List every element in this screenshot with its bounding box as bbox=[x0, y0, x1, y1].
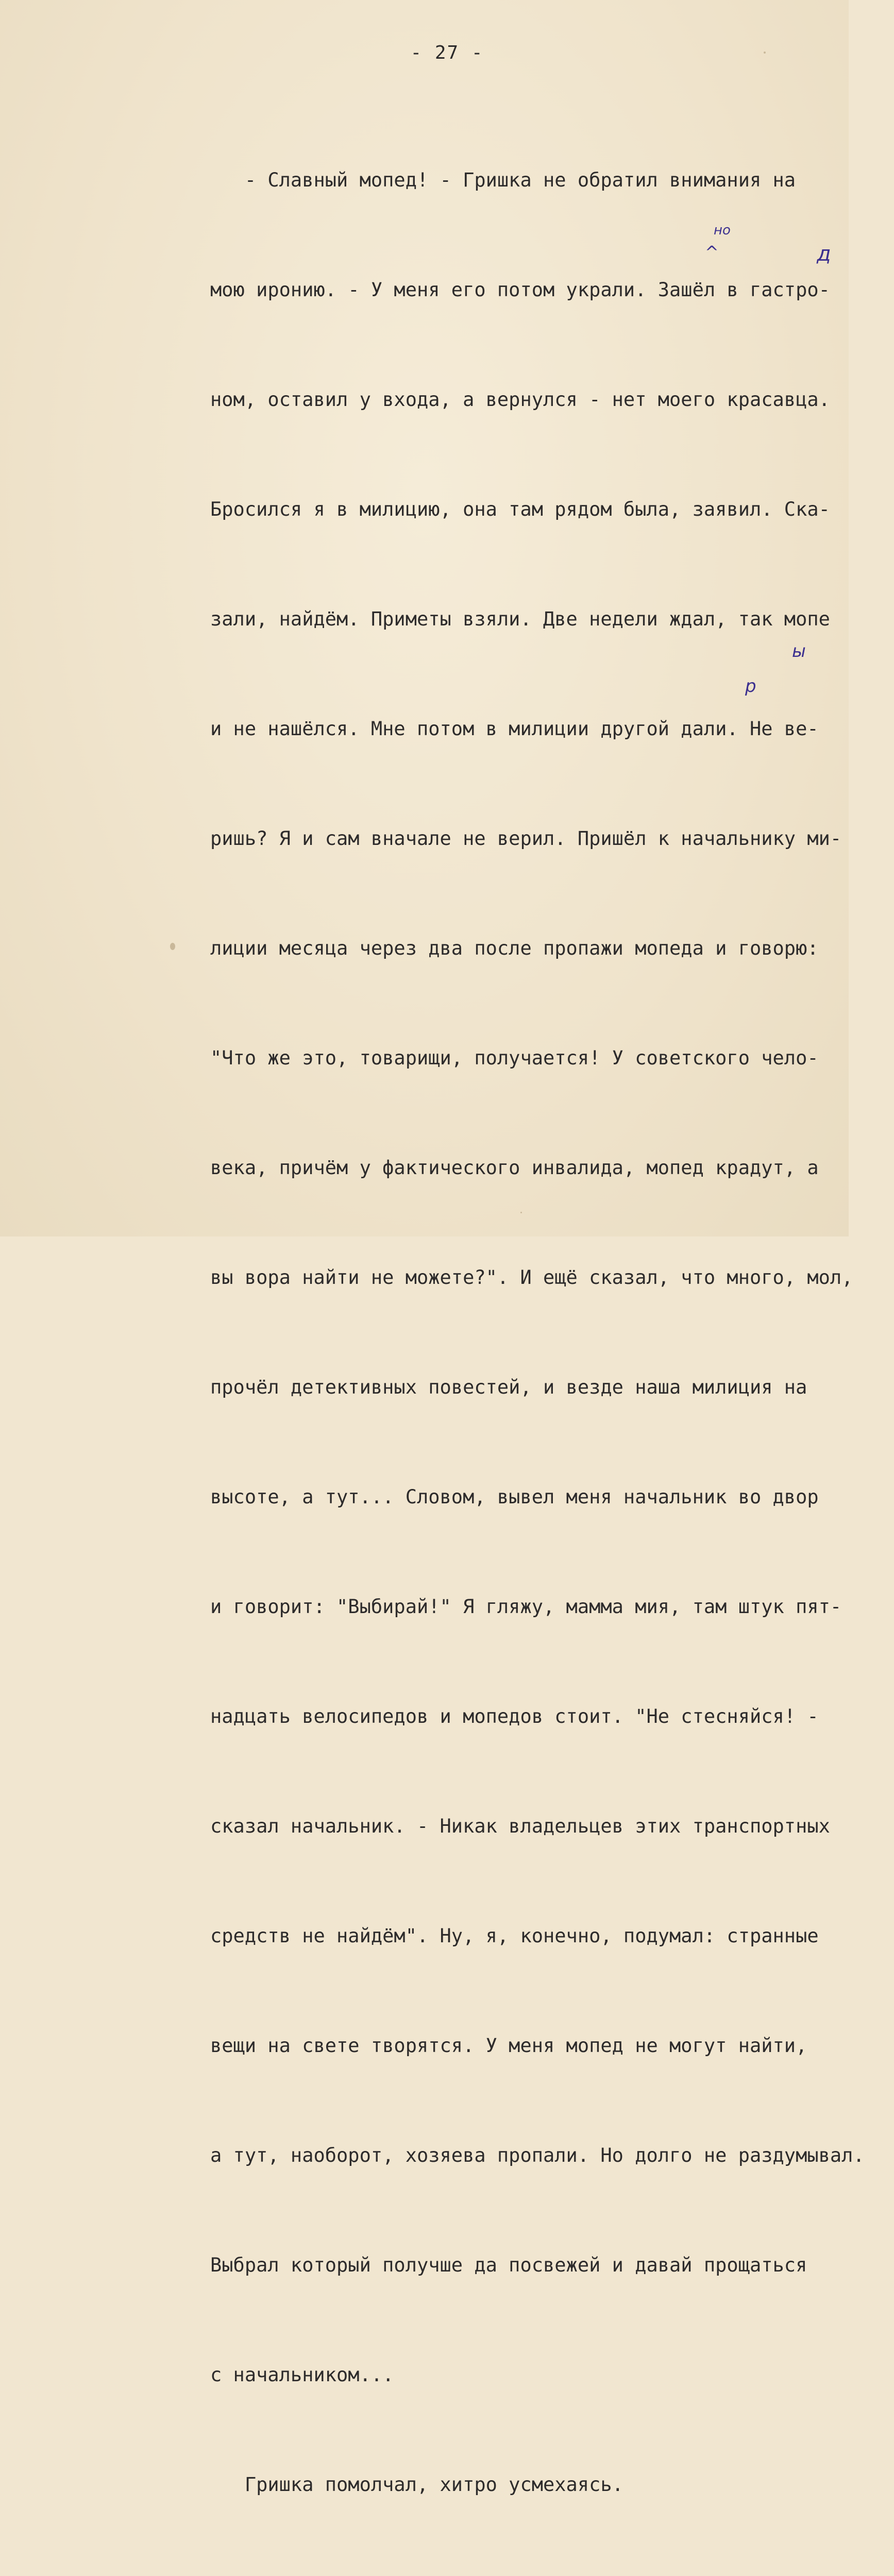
paper-speck bbox=[520, 1212, 522, 1213]
text-line: и не нашёлся. Мне потом в милиции другой дали. Не ве- bbox=[210, 718, 819, 740]
typewritten-text-body bbox=[210, 89, 865, 2576]
text-line: "Что же это, товарищи, получается! У советского чело- bbox=[210, 1047, 819, 1069]
text-line: сказал начальник. - Никак владельцев этих транспортных bbox=[210, 1815, 830, 1837]
text-line: средств не найдём". Ну, я, конечно, подумал: странные bbox=[210, 1925, 819, 1947]
handwritten-correction-r: р bbox=[745, 676, 756, 697]
text-line: Выбрал который получше да посвежей и давай прощаться bbox=[210, 2254, 807, 2276]
handwritten-caret-mark: ^ bbox=[705, 242, 719, 262]
handwritten-correction-d: д bbox=[817, 242, 831, 266]
handwritten-correction-y: ы bbox=[792, 641, 806, 662]
text-line: вещи на свете творятся. У меня мопед не могут найти, bbox=[210, 2035, 807, 2057]
text-line: мою иронию. - У меня его потом украли. Зашёл в гастро- bbox=[210, 279, 830, 301]
text-line: а тут, наоборот, хозяева пропали. Но долго не раздумывал. bbox=[210, 2144, 865, 2166]
text-line: века, причём у фактического инвалида, мопед крадут, а bbox=[210, 1157, 819, 1179]
page-number: - 27 - bbox=[410, 42, 484, 63]
text-line: высоте, а тут... Словом, вывел меня начальник во двор bbox=[210, 1486, 819, 1508]
text-line: лиции месяца через два после пропажи мопеда и говорю: bbox=[210, 937, 819, 959]
paper-speck bbox=[764, 52, 766, 54]
text-line: надцать велосипедов и мопедов стоит. "Не стесняйся! - bbox=[210, 1705, 819, 1727]
text-line: ришь? Я и сам вначале не верил. Пришёл к начальнику ми- bbox=[210, 827, 842, 850]
text-line: прочёл детективных повестей, и везде наша милиция на bbox=[210, 1376, 807, 1398]
handwritten-insertion-no: но bbox=[714, 223, 731, 238]
paper-speck bbox=[170, 943, 175, 950]
text-line: ном, оставил у входа, а вернулся - нет моего красавца. bbox=[210, 388, 830, 411]
text-line: - Славный мопед! - Гришка не обратил внимания на bbox=[210, 169, 796, 191]
text-line: с начальником... bbox=[210, 2364, 394, 2386]
text-line: Гришка помолчал, хитро усмехаясь. bbox=[210, 2473, 623, 2496]
text-line: Бросился я в милицию, она там рядом была, заявил. Ска- bbox=[210, 498, 830, 520]
text-line: и говорит: "Выбирай!" Я гляжу, мамма мия, там штук пят- bbox=[210, 1596, 842, 1618]
text-line: вы вора найти не можете?". И ещё сказал, что много, мол, bbox=[210, 1266, 853, 1289]
text-line: зали, найдём. Приметы взяли. Две недели ждал, так мопе bbox=[210, 608, 830, 630]
